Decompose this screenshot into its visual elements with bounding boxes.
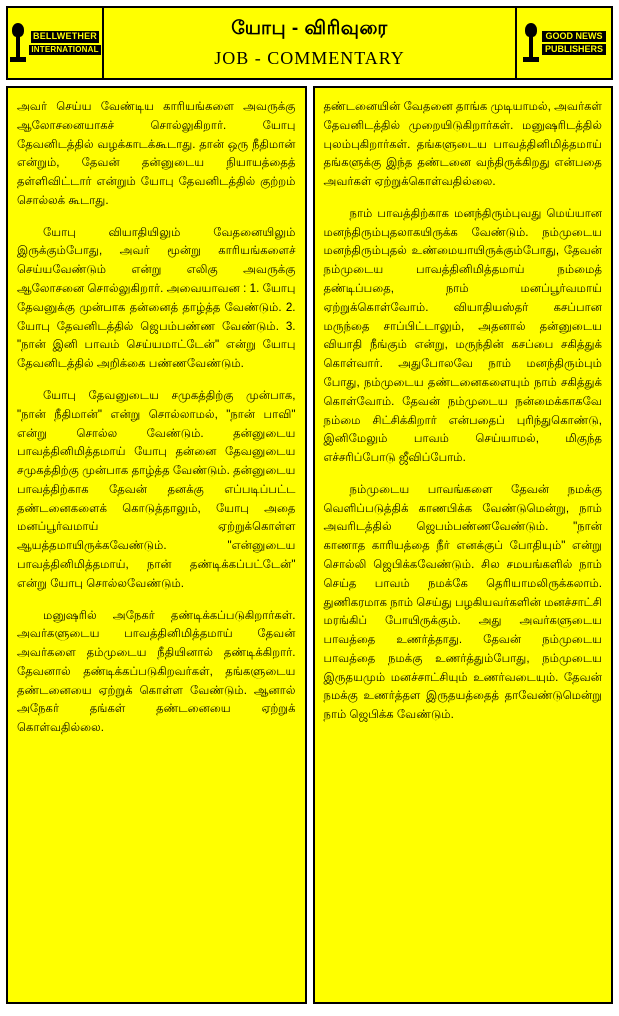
publisher-logo-left <box>8 8 104 78</box>
paragraph: யோபு தேவனுடைய சமுகத்திற்கு முன்பாக, "நான் நீதிமான்" என்று சொல்லாமல், "நான் பாவி" என்று சொல்ல வேண்டும். தன்னுடைய பாவத்தினிமித்தமாய் யோபு தன்னை தேவனுடைய சமுகத்திற்கு முன்பாக தாழ்த்த வேண்டும். தன்னுடைய பாவத்திற்காக தேவன் தனக்கு எப்படிப்பட்ட தண்டனைகளைக் கொடுத்தாலும், யோபு அதை மனப்பூர்வமாய் ஏற்றுக்கொள்ள ஆயத்தமாயிருக்கவேண்டும். "என்னுடைய பாவத்தினிமித்தமாய், நான் தண்டிக்கப்பட்டேன்" என்று யோபு சொல்லவேண்டும். <box>17 388 296 590</box>
paragraph: மனுஷரில் அநேகர் தண்டிக்கப்படுகிறார்கள். அவர்களுடைய பாவத்தினிமித்தமாய் தேவன் அவர்களை தம்முடைய நீதியினால் தண்டிக்கிறார். தேவனால் தண்டிக்கப்படுகிறவர்கள், தங்களுடைய தண்டனையை ஏற்றுக் கொள்ள வேண்டும். ஆனால் அநேகர் தங்கள் தண்டனையை ஏற்றுக் கொள்வதில்லை. <box>17 608 296 735</box>
paragraph: தண்டனையின் வேதனை தாங்க முடியாமல், அவர்கள் தேவனிடத்தில் முறையிடுகிறார்கள். மனுஷரிடத்தில் புலம்புகிறார்கள். தங்களுடைய பாவத்தினிமித்தமாய் தங்களுக்கு இந்த தண்டனை வந்திருக்கிறது என்பதை அவர்கள் ஏற்றுக்கொள்வதில்லை. <box>323 100 602 189</box>
torch-icon <box>522 23 540 63</box>
paragraph: நாம் பாவத்திற்காக மனந்திரும்புவது மெய்யான மனந்திரும்புதலாகயிருக்க வேண்டும். நம்முடைய மனந்திரும்புதல் உண்மையாயிருக்கும்போது, தேவன் நம்முடைய பாவத்தினிமித்தமாய் நம்மைத் தண்டிப்பதை, நாம் மனப்பூர்வமாய் ஏற்றுக்கொள்வோம். வியாதியஸ்தர் கசப்பான மருந்தை சாப்பிட்டாலும், அதனால் தன்னுடைய வியாதி நீங்கும் என்று, மருந்தின் கசப்பை சகித்துக் கொள்வார். அதுபோலவே நாம் மனந்திரும்பும் போது, நம்முடைய தண்டனைகளையும் நாம் சகித்துக் கொள்வோம். தேவன் நம்முடைய நன்மைக்காகவே நம்மை சிட்சிக்கிறார் என்பதைப் புரிந்துகொண்டு, இனிமேலும் பாவம் செய்யாமல், மிகுந்த எச்சரிப்போடு ஜீவிப்போம். <box>323 206 602 465</box>
paragraph: நம்முடைய பாவங்களை தேவன் நமக்கு வெளிப்படுத்திக் காணபிக்க வேண்டுமென்று, நாம் அவரிடத்தில் ஜெபம்பண்ணவேண்டும். "நான் காணாத காரியத்தை நீர் எனக்குப் போதியும்" என்று சொல்லி ஜெபிக்கவேண்டும். சில சமயங்களில் நாம் செய்த பாவம் நமக்கே தெரியாமலிருக்கலாம். துணிகரமாக நாம் செய்து பழகியவர்களின் மனச்சாட்சி மரங்கிப் போயிருக்கும். அது அவர்களுடைய பாவத்தை உணர்த்தாது. தேவன் நம்முடைய பாவத்தை நமக்கு உணர்த்தும்போது, நம்முடைய இருதயமும் மனச்சாட்சியும் உணர்வடையும். தேவன் நமக்கு உணர்த்தள இருதயத்தைத் தாவேண்டுமென்று நாம் ஜெபிக்க வேண்டும். <box>323 482 602 722</box>
logo-right-line2: PUBLISHERS <box>542 44 606 55</box>
right-column <box>313 86 614 1004</box>
document-body <box>6 86 613 1004</box>
paragraph: யோபு வியாதியிலும் வேதனையிலும் இருக்கும்போது, அவர் மூன்று காரியங்களைச் செய்யவேண்டும் என்று எலிகு அவருக்கு ஆலோசனை சொல்லுகிறார். அவையாவன : 1. யோபு தேவனுக்கு முன்பாக தன்னைத் தாழ்த்த வேண்டும். 2. யோபு தேவனிடத்தில் ஜெபம்பண்ண வேண்டும். 3. "நான் இனி பாவம் செய்யமாட்டேன்" என்று யோபு தேவனிடத்தில் அறிக்கை பண்ணவேண்டும். <box>17 225 296 371</box>
torch-icon <box>9 23 27 63</box>
logo-right-line1: GOOD NEWS <box>542 31 605 42</box>
publisher-logo-right <box>515 8 611 78</box>
document-header <box>6 6 613 80</box>
logo-left-line1: BELLWETHER <box>33 31 97 42</box>
page-title <box>104 8 515 78</box>
title-tamil: யோபு - விரிவுரை <box>231 17 388 39</box>
logo-left-line2: INTERNATIONAL <box>31 44 99 54</box>
title-english: JOB - COMMENTARY <box>214 47 405 68</box>
left-column <box>6 86 307 1004</box>
paragraph: அவர் செய்ய வேண்டிய காரியங்களை அவருக்கு ஆலோசனையாகச் சொல்லுகிறார். யோபு தேவனிடத்தில் வழக்காடக்கூடாது. தான் ஒரு நீதிமான் என்றும், தேவன் தன்னுடைய நியாயத்தைத் தள்ளிவிட்டார் என்றும் யோபு தேவனிடத்தில் குற்றம் சொல்லக் கூடாது. <box>17 100 296 207</box>
